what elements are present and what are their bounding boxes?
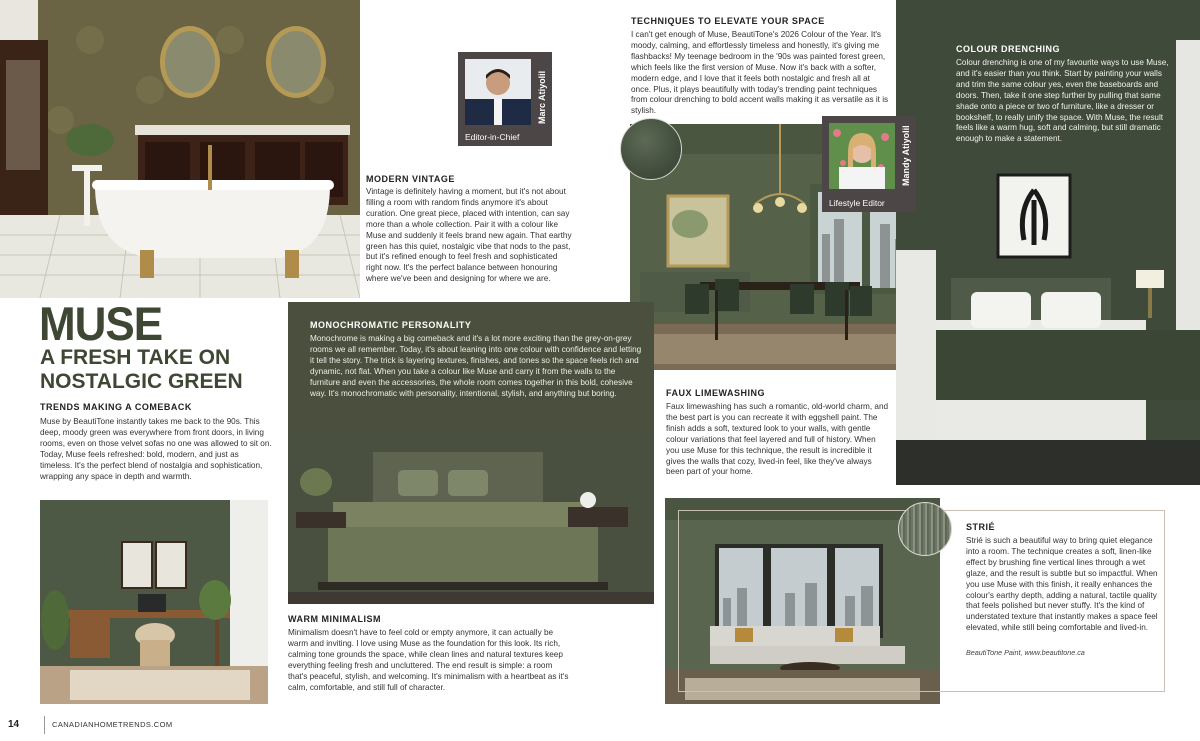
strie-swatch [898,502,952,556]
minimal-body: Minimalism doesn't have to feel cold or empty anymore, it can actually be warm and inviting. I love using Muse as the foundation for this look. Its rich, calming tone grounds the space, while clean lines and natural textures keep everything feeling fresh and uncluttered. The end result is simple: a room that's peaceful, stylish, and welcoming. It's minimalism with a heartbeat as it's calm, comfortable, and still full of character. [288,628,569,692]
mandy-name: Mandy Atiyolil [901,125,911,186]
monochromatic-bedroom-photo [288,432,654,604]
techniques-heading: TECHNIQUES TO ELEVATE YOUR SPACE [631,16,825,26]
techniques-section [626,14,896,120]
trends-body: Muse by BeautiTone instantly takes me back to the 90s. This deep, moody green was everywhere from front doors, in living rooms, even on those velvet sofas no one was allowed to sit on. Today, Muse feels refreshed: bold, modern, and just as timeless. It's the perfect blend of nostalgia and sophistication, wrapping any space in depth and warmth. [40,417,272,481]
strie-section [962,520,1162,685]
office-photo [40,500,268,704]
marc-avatar [465,59,531,125]
title-block [36,300,290,396]
limewash-swatch [620,118,682,180]
trends-heading: TRENDS MAKING A COMEBACK [40,402,192,412]
minimal-section [284,612,574,708]
drenching-heading: COLOUR DRENCHING [956,44,1060,54]
vintage-section [360,170,578,300]
mono-heading: MONOCHROMATIC PERSONALITY [310,320,472,330]
marc-portrait-card [458,52,552,146]
drenching-body: Colour drenching is one of my favourite ways to use Muse, and it's easier than you think. Start by painting your walls and trim the same colour yes, even the baseboards and doors. Then, take it one step further by pulling that same shade onto a piece or two of furniture, like a dresser or bookshelf, to really unify the space. With Muse, the result feels like a warm hug, soft and calming, but still dramatic enough to make a statement. [956,58,1169,144]
trends-section [36,400,276,492]
minimal-heading: WARM MINIMALISM [288,614,381,624]
strie-credit: BeautiTone Paint, www.beautitone.ca [966,648,1085,658]
mono-section [310,320,644,399]
marc-role: Editor-in-Chief [465,132,520,142]
mandy-avatar [829,123,895,189]
limewash-heading: FAUX LIMEWASHING [666,388,766,398]
subtitle-line1: A FRESH TAKE ON [40,346,231,369]
bathroom-photo [0,0,360,298]
limewash-section [660,384,896,496]
vintage-heading: MODERN VINTAGE [366,174,455,184]
subtitle-line2: NOSTALGIC GREEN [40,370,243,393]
mandy-role: Lifestyle Editor [829,198,885,208]
strie-heading: STRIÉ [966,522,996,532]
footer-site[interactable]: CANADIANHOMETRENDS.COM [52,720,173,729]
vintage-body: Vintage is definitely having a moment, but it's not about filling a room with random finds anymore it's about curation. One great piece, placed with intention, can say more than a whole collection. Pair it with a colour like Muse and suddenly it feels brand new again. That earthy green has this quiet, nostalgic vibe that nods to the past, but it's refined enough to feel fresh and sophisticated right now. It's the perfect balance between honouring where we've been and designing for where we are. [366,187,572,284]
mandy-portrait-card [822,116,916,212]
strie-body: Strié is such a beautiful way to bring quiet elegance into a room. The technique creates a soft, linen-like effect by brushing fine vertical lines through a wet glaze, and the result is subtle but so impactful. When you use Muse with this finish, it really enhances the colour's earthy depth, adding a natural, tactile quality that feels polished but never stuffy. It's the kind of understated texture that instantly makes a space feel elevated, while still being comfortable and lived-in. [966,536,1158,633]
limewash-body: Faux limewashing has such a romantic, old-world charm, and the best part is you can recreate it with eggshell paint. The finish adds a soft, textured look to your walls, with gentle colour variations that feel layered and full of history. When you use Muse for this technique, the result is incredible it gives the walls that cozy, lived-in feel, like they've always been part of your home. [666,402,889,477]
techniques-body: I can't get enough of Muse, BeautiTone's 2026 Colour of the Year. It's moody, calming, and effortlessly timeless and honestly, it's giving me flashbacks! My teenage bedroom in the '90s was painted forest green, which feels like the first version of Muse. Now it's back with a softer, modern edge, and I love that it feels both nostalgic and fresh all at once. Plus, it plays beautifully with today's trending paint techniques from colour drenching to bold accent walls making it as versatile as it is stylish. [631,30,889,116]
footer-divider [44,716,45,734]
footer [0,712,1200,741]
drenching-section [950,42,1180,172]
mono-body: Monochrome is making a big comeback and it's a lot more exciting than the grey-on-grey rooms we all remember. Today, it's about leaning into one colour with confidence and letting it tell the story. The trick is layering textures, finishes, and tones so the space feels rich and dynamic, not flat. When you take a colour like Muse and carry it from the walls to the furniture and even the accessories, the whole room comes together in this bold, cohesive way. It's monochromatic with personality, intentional, stylish, and anything but boring. [310,334,642,398]
page-title: MUSE [39,298,163,351]
marc-name: Marc Atiyolil [537,70,547,124]
page-number: 14 [8,719,20,730]
